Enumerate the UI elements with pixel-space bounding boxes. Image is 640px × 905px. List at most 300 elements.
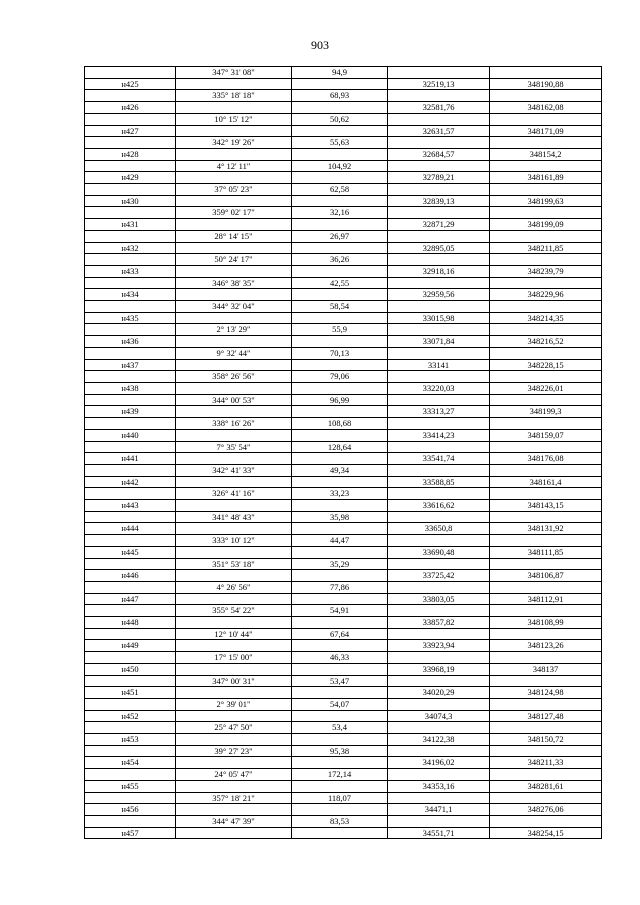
distance-cell: 104,92 [292,160,388,172]
y-coordinate-cell [490,769,602,781]
distance-cell [292,780,388,792]
table-row [85,827,602,839]
bearing-cell [176,102,292,114]
distance-cell [292,242,388,254]
point-id-cell [85,324,176,336]
point-id-cell [85,113,176,125]
table-row [85,804,602,816]
y-coordinate-cell [490,441,602,453]
bearing-cell: 335° 18' 18" [176,90,292,102]
distance-cell: 54,91 [292,605,388,617]
distance-cell [292,336,388,348]
table-row [85,605,602,617]
x-coordinate-cell: 32581,76 [388,102,490,114]
distance-cell [292,593,388,605]
distance-cell: 44,47 [292,535,388,547]
distance-cell: 118,07 [292,792,388,804]
table-row [85,593,602,605]
distance-cell: 26,97 [292,230,388,242]
y-coordinate-cell [490,67,602,79]
table-row [85,371,602,383]
distance-cell [292,78,388,90]
x-coordinate-cell [388,418,490,430]
distance-cell: 53,47 [292,675,388,687]
point-id-cell: н433 [85,265,176,277]
table-row [85,558,602,570]
distance-cell [292,382,388,394]
x-coordinate-cell: 33588,85 [388,476,490,488]
table-row [85,581,602,593]
y-coordinate-cell: 348254,15 [490,827,602,839]
distance-cell: 108,68 [292,418,388,430]
distance-cell [292,359,388,371]
table-row [85,816,602,828]
bearing-cell [176,500,292,512]
y-coordinate-cell [490,207,602,219]
bearing-cell: 37° 05' 23" [176,184,292,196]
distance-cell [292,102,388,114]
point-id-cell [85,792,176,804]
point-id-cell [85,722,176,734]
y-coordinate-cell [490,558,602,570]
distance-cell: 50,62 [292,113,388,125]
y-coordinate-cell: 348106,87 [490,570,602,582]
distance-cell [292,312,388,324]
x-coordinate-cell [388,605,490,617]
point-id-cell: н439 [85,406,176,418]
table-row [85,394,602,406]
y-coordinate-cell [490,792,602,804]
point-id-cell: н430 [85,195,176,207]
bearing-cell [176,289,292,301]
x-coordinate-cell: 33803,05 [388,593,490,605]
x-coordinate-cell [388,745,490,757]
bearing-cell [176,710,292,722]
table-row [85,780,602,792]
table-row [85,663,602,675]
y-coordinate-cell [490,605,602,617]
point-id-cell: н446 [85,570,176,582]
x-coordinate-cell [388,816,490,828]
y-coordinate-cell [490,745,602,757]
table-row [85,137,602,149]
bearing-cell [176,640,292,652]
y-coordinate-cell: 348154,2 [490,148,602,160]
y-coordinate-cell: 348131,92 [490,523,602,535]
y-coordinate-cell: 348199,09 [490,219,602,231]
bearing-cell: 17° 15' 00" [176,652,292,664]
x-coordinate-cell: 34471,1 [388,804,490,816]
x-coordinate-cell: 34551,71 [388,827,490,839]
bearing-cell [176,336,292,348]
x-coordinate-cell: 32684,57 [388,148,490,160]
distance-cell [292,804,388,816]
point-id-cell [85,347,176,359]
distance-cell: 95,38 [292,745,388,757]
x-coordinate-cell: 34196,02 [388,757,490,769]
point-id-cell [85,464,176,476]
bearing-cell: 341° 48' 43" [176,511,292,523]
bearing-cell: 344° 00' 53" [176,394,292,406]
bearing-cell: 355° 54' 22" [176,605,292,617]
point-id-cell: н426 [85,102,176,114]
point-id-cell: н448 [85,617,176,629]
point-id-cell [85,90,176,102]
x-coordinate-cell: 33141 [388,359,490,371]
table-row [85,148,602,160]
bearing-cell [176,734,292,746]
x-coordinate-cell [388,67,490,79]
point-id-cell [85,581,176,593]
x-coordinate-cell: 33725,42 [388,570,490,582]
distance-cell [292,570,388,582]
x-coordinate-cell: 32789,21 [388,172,490,184]
table-row [85,78,602,90]
point-id-cell: н431 [85,219,176,231]
point-id-cell: н435 [85,312,176,324]
point-id-cell: н455 [85,780,176,792]
distance-cell: 32,16 [292,207,388,219]
y-coordinate-cell: 348171,09 [490,125,602,137]
point-id-cell: н452 [85,710,176,722]
point-id-cell: н425 [85,78,176,90]
table-row [85,125,602,137]
y-coordinate-cell [490,137,602,149]
table-row [85,500,602,512]
y-coordinate-cell [490,816,602,828]
distance-cell [292,148,388,160]
x-coordinate-cell [388,347,490,359]
distance-cell [292,476,388,488]
bearing-cell [176,125,292,137]
x-coordinate-cell: 32895,05 [388,242,490,254]
bearing-cell [176,429,292,441]
point-id-cell: н428 [85,148,176,160]
table-row [85,570,602,582]
bearing-cell: 24° 05' 47" [176,769,292,781]
bearing-cell: 342° 41' 33" [176,464,292,476]
bearing-cell: 351° 53' 18" [176,558,292,570]
y-coordinate-cell [490,394,602,406]
table-row [85,792,602,804]
y-coordinate-cell [490,418,602,430]
x-coordinate-cell [388,769,490,781]
x-coordinate-cell [388,113,490,125]
x-coordinate-cell [388,792,490,804]
y-coordinate-cell [490,347,602,359]
point-id-cell [85,488,176,500]
y-coordinate-cell: 348190,88 [490,78,602,90]
x-coordinate-cell: 32631,57 [388,125,490,137]
y-coordinate-cell [490,277,602,289]
table-row [85,710,602,722]
distance-cell: 77,86 [292,581,388,593]
point-id-cell [85,558,176,570]
bearing-cell: 39° 27' 23" [176,745,292,757]
bearing-cell [176,593,292,605]
point-id-cell [85,535,176,547]
bearing-cell [176,312,292,324]
distance-cell [292,757,388,769]
table-row [85,429,602,441]
bearing-cell [176,406,292,418]
bearing-cell [176,148,292,160]
distance-cell [292,219,388,231]
x-coordinate-cell [388,301,490,313]
y-coordinate-cell: 348111,85 [490,546,602,558]
table-row [85,219,602,231]
point-id-cell [85,371,176,383]
x-coordinate-cell: 33220,03 [388,382,490,394]
point-id-cell [85,698,176,710]
coordinates-table [84,66,602,839]
distance-cell: 58,54 [292,301,388,313]
table-row [85,277,602,289]
x-coordinate-cell: 32871,29 [388,219,490,231]
table-row [85,230,602,242]
y-coordinate-cell [490,464,602,476]
point-id-cell: н441 [85,453,176,465]
y-coordinate-cell [490,90,602,102]
distance-cell: 70,13 [292,347,388,359]
point-id-cell: н456 [85,804,176,816]
bearing-cell: 50° 24' 17" [176,254,292,266]
x-coordinate-cell [388,90,490,102]
x-coordinate-cell: 32839,13 [388,195,490,207]
bearing-cell: 347° 00' 31" [176,675,292,687]
distance-cell: 68,93 [292,90,388,102]
x-coordinate-cell: 32519,13 [388,78,490,90]
bearing-cell [176,265,292,277]
y-coordinate-cell: 348176,08 [490,453,602,465]
y-coordinate-cell [490,160,602,172]
table-row [85,418,602,430]
bearing-cell [176,219,292,231]
point-id-cell [85,652,176,664]
table-row [85,359,602,371]
x-coordinate-cell [388,230,490,242]
y-coordinate-cell: 348228,15 [490,359,602,371]
y-coordinate-cell: 348112,91 [490,593,602,605]
point-id-cell: н445 [85,546,176,558]
y-coordinate-cell [490,184,602,196]
distance-cell: 62,58 [292,184,388,196]
x-coordinate-cell [388,558,490,570]
x-coordinate-cell: 33541,74 [388,453,490,465]
table-row [85,102,602,114]
point-id-cell [85,184,176,196]
bearing-cell: 4° 26' 56" [176,581,292,593]
x-coordinate-cell [388,698,490,710]
y-coordinate-cell [490,254,602,266]
distance-cell [292,827,388,839]
bearing-cell [176,546,292,558]
bearing-cell: 344° 32' 04" [176,301,292,313]
table-row [85,382,602,394]
x-coordinate-cell [388,675,490,687]
x-coordinate-cell: 34353,16 [388,780,490,792]
x-coordinate-cell [388,511,490,523]
table-row [85,476,602,488]
y-coordinate-cell: 348216,52 [490,336,602,348]
distance-cell [292,195,388,207]
table-row [85,546,602,558]
y-coordinate-cell [490,113,602,125]
bearing-cell: 2° 39' 01" [176,698,292,710]
x-coordinate-cell: 34020,29 [388,687,490,699]
y-coordinate-cell [490,371,602,383]
bearing-cell [176,570,292,582]
distance-cell [292,265,388,277]
bearing-cell [176,687,292,699]
table-row [85,640,602,652]
bearing-cell [176,476,292,488]
distance-cell [292,663,388,675]
distance-cell: 128,64 [292,441,388,453]
distance-cell [292,710,388,722]
bearing-cell [176,804,292,816]
y-coordinate-cell: 348281,61 [490,780,602,792]
bearing-cell: 28° 14' 15" [176,230,292,242]
distance-cell [292,500,388,512]
x-coordinate-cell [388,137,490,149]
table-row [85,90,602,102]
point-id-cell: н442 [85,476,176,488]
y-coordinate-cell: 348199,63 [490,195,602,207]
bearing-cell [176,757,292,769]
distance-cell: 94,9 [292,67,388,79]
point-id-cell: н440 [85,429,176,441]
bearing-cell: 10° 15' 12" [176,113,292,125]
table-row [85,757,602,769]
x-coordinate-cell [388,277,490,289]
distance-cell [292,429,388,441]
x-coordinate-cell: 32918,16 [388,265,490,277]
point-id-cell [85,207,176,219]
table-row [85,511,602,523]
x-coordinate-cell [388,184,490,196]
table-row [85,336,602,348]
table-row [85,312,602,324]
x-coordinate-cell [388,207,490,219]
x-coordinate-cell [388,464,490,476]
y-coordinate-cell: 348211,33 [490,757,602,769]
table-row [85,464,602,476]
y-coordinate-cell [490,535,602,547]
distance-cell [292,640,388,652]
point-id-cell [85,628,176,640]
y-coordinate-cell: 348199,3 [490,406,602,418]
y-coordinate-cell: 348162,08 [490,102,602,114]
point-id-cell [85,745,176,757]
y-coordinate-cell: 348276,06 [490,804,602,816]
distance-cell: 79,06 [292,371,388,383]
y-coordinate-cell: 348226,01 [490,382,602,394]
x-coordinate-cell [388,371,490,383]
point-id-cell: н436 [85,336,176,348]
distance-cell [292,734,388,746]
bearing-cell [176,453,292,465]
point-id-cell [85,769,176,781]
y-coordinate-cell [490,675,602,687]
distance-cell: 83,53 [292,816,388,828]
page-number: 903 [311,38,329,52]
x-coordinate-cell: 33015,98 [388,312,490,324]
bearing-cell: 9° 32' 44" [176,347,292,359]
distance-cell: 42,55 [292,277,388,289]
point-id-cell: н434 [85,289,176,301]
bearing-cell: 346° 38' 35" [176,277,292,289]
bearing-cell: 7° 35' 54" [176,441,292,453]
y-coordinate-cell: 348123,26 [490,640,602,652]
table-row [85,722,602,734]
point-id-cell: н450 [85,663,176,675]
distance-cell: 35,98 [292,511,388,523]
bearing-cell [176,617,292,629]
table-row [85,265,602,277]
x-coordinate-cell [388,535,490,547]
distance-cell [292,523,388,535]
y-coordinate-cell: 348137 [490,663,602,675]
table-row [85,324,602,336]
table-row [85,698,602,710]
table-row [85,207,602,219]
distance-cell: 55,63 [292,137,388,149]
table-row [85,67,602,79]
y-coordinate-cell: 348214,35 [490,312,602,324]
bearing-cell [176,172,292,184]
x-coordinate-cell [388,324,490,336]
y-coordinate-cell: 348239,79 [490,265,602,277]
distance-cell: 96,99 [292,394,388,406]
distance-cell: 35,29 [292,558,388,570]
y-coordinate-cell: 348161,4 [490,476,602,488]
bearing-cell: 357° 18' 21" [176,792,292,804]
x-coordinate-cell: 33968,19 [388,663,490,675]
table-row [85,172,602,184]
point-id-cell [85,254,176,266]
distance-cell: 55,9 [292,324,388,336]
y-coordinate-cell [490,301,602,313]
x-coordinate-cell: 33923,94 [388,640,490,652]
table-row [85,195,602,207]
bearing-cell: 347° 31' 08" [176,67,292,79]
y-coordinate-cell [490,324,602,336]
x-coordinate-cell [388,581,490,593]
y-coordinate-cell [490,628,602,640]
y-coordinate-cell: 348159,07 [490,429,602,441]
point-id-cell [85,277,176,289]
x-coordinate-cell: 33690,48 [388,546,490,558]
point-id-cell [85,816,176,828]
point-id-cell: н427 [85,125,176,137]
table-row [85,184,602,196]
y-coordinate-cell [490,488,602,500]
point-id-cell: н453 [85,734,176,746]
table-row [85,113,602,125]
x-coordinate-cell: 33857,82 [388,617,490,629]
y-coordinate-cell [490,652,602,664]
table-row [85,289,602,301]
y-coordinate-cell [490,698,602,710]
y-coordinate-cell [490,230,602,242]
y-coordinate-cell [490,581,602,593]
table-row [85,652,602,664]
distance-cell [292,617,388,629]
point-id-cell [85,605,176,617]
y-coordinate-cell: 348143,15 [490,500,602,512]
x-coordinate-cell: 33313,27 [388,406,490,418]
